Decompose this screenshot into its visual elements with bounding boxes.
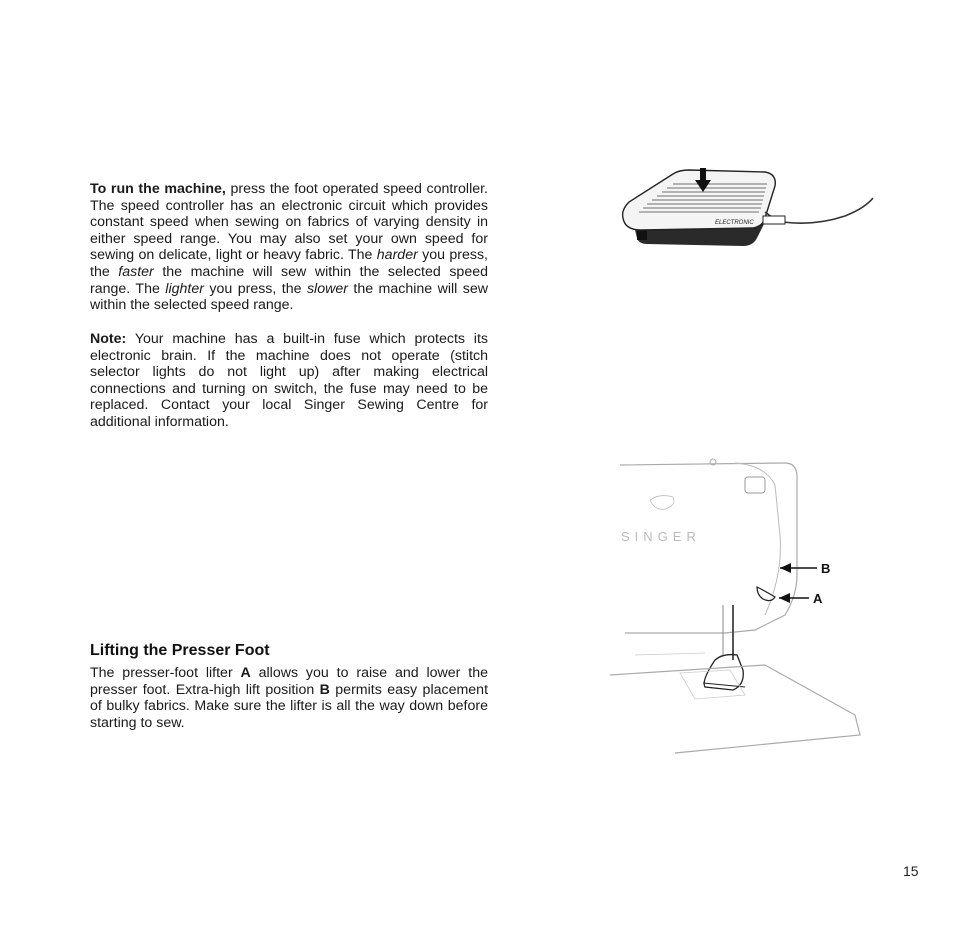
run-machine-lead: To run the machine, (90, 181, 226, 197)
callout-b-label: B (821, 561, 831, 576)
needle-plate (680, 670, 745, 699)
run-harder: harder (376, 247, 418, 264)
foot-controller-illustration (615, 160, 885, 255)
sewing-machine-illustration (605, 455, 870, 765)
run-text-1: press the foot operated speed controller. The speed controller has an electronic circuit which provides constant speed when sewing on fabrics of varying density in either speed range. You may also set your own speed for sewing on delicate, light or heavy fabric. The (90, 181, 488, 264)
run-faster: faster (118, 263, 154, 280)
page-number: 15 (903, 863, 919, 879)
lift-text-3: permits easy placement of bulky fabrics. Make sure the lifter is all the way down before starting to sew. (90, 681, 489, 731)
note-paragraph (90, 331, 488, 431)
note-lead: Note: (90, 331, 127, 347)
lift-text-2: allows you to raise and lower the presser foot. Extra-high lift position (90, 665, 488, 698)
run-text-2: you press, the (90, 247, 488, 280)
lift-label-b: B (319, 681, 330, 698)
top-knob (745, 477, 765, 493)
machine-head-outline (620, 463, 797, 633)
run-text-4: you press, the (203, 280, 307, 297)
pedal-plug (763, 216, 785, 224)
callout-a-arrow (779, 593, 790, 603)
press-arrow-shaft (700, 168, 706, 182)
bed-edge (635, 653, 705, 655)
note-text: Your machine has a built-in fuse which protects its electronic brain. If the machine does not operate (stitch selector lights do not light up) after making electrical connections and turning on switch, the fuse may need to be replaced. Contact your local Singer Sewing Centre for additional information. (90, 331, 488, 430)
run-slower: slower (306, 280, 348, 297)
lifting-presser-foot-paragraph (90, 665, 488, 731)
callout-b-arrow (780, 563, 791, 573)
presser-foot-lifter (757, 587, 775, 601)
pedal-brand: ELECTRONIC (715, 220, 754, 226)
machine-logo (650, 496, 674, 510)
run-text-3: the machine will sew within the selected speed range. The (90, 263, 488, 297)
run-text-5: the machine will sew within the selected speed range. (90, 280, 488, 314)
run-lighter: lighter (165, 280, 204, 297)
lift-label-a: A (240, 665, 251, 681)
lifting-presser-foot-heading: Lifting the Presser Foot (90, 642, 270, 659)
machine-brand: SINGER (621, 529, 701, 544)
lift-text-1: The presser-foot lifter (90, 665, 241, 681)
run-machine-paragraph (90, 181, 488, 314)
callout-a-label: A (813, 591, 823, 606)
